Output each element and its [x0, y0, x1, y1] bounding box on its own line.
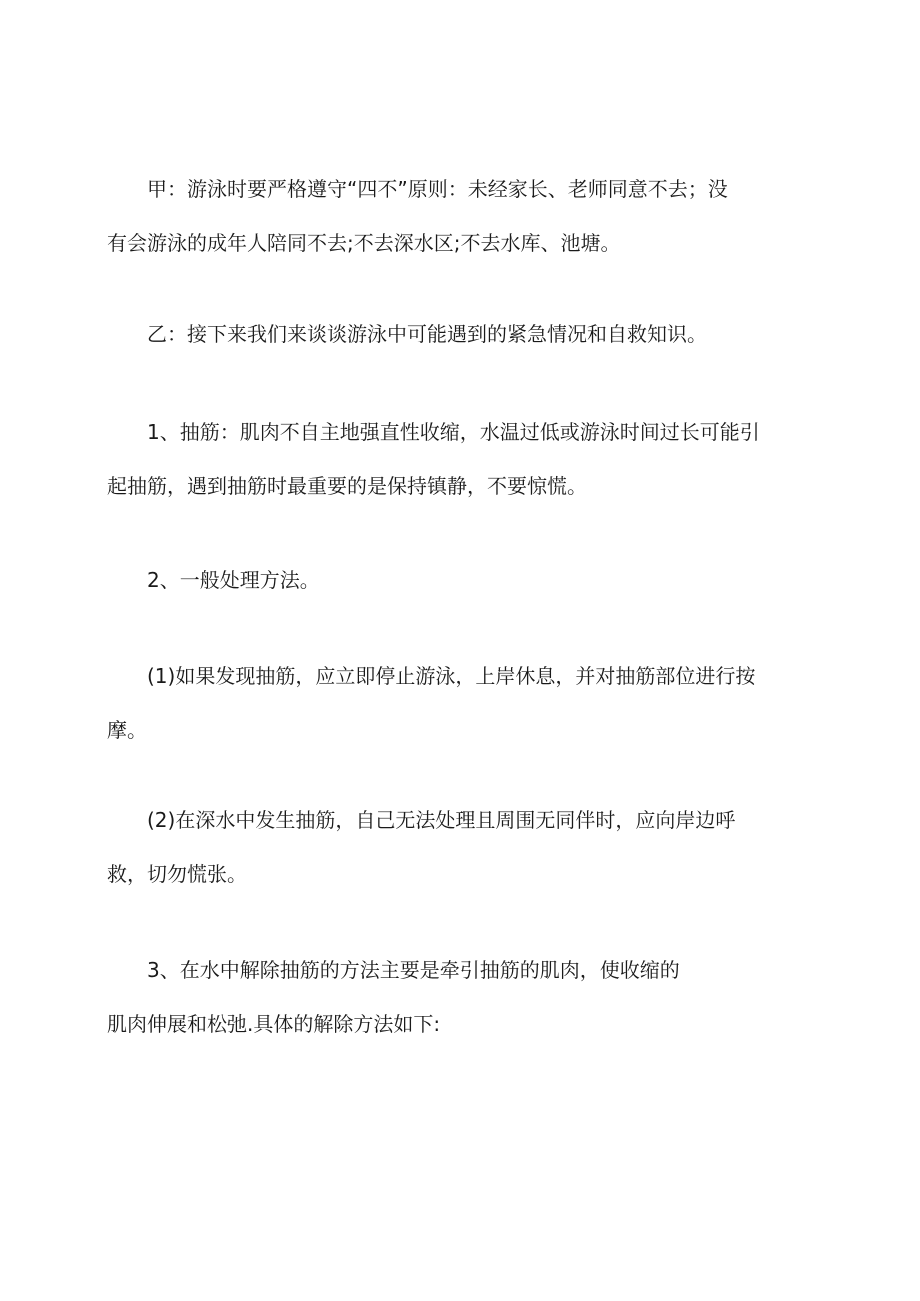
paragraph-line: 有会游泳的成年人陪同不去;不去深水区;不去水库、池塘。 [107, 231, 621, 255]
paragraph-line: 3、在水中解除抽筋的方法主要是牵引抽筋的肌肉，使收缩的 [147, 958, 680, 982]
paragraph-step-1 [107, 649, 813, 757]
paragraph-line: 救，切勿慌张。 [107, 862, 247, 886]
paragraph-general-handling [107, 553, 813, 607]
paragraph-line: (1)如果发现抽筋，应立即停止游泳，上岸休息，并对抽筋部位进行按 [147, 664, 756, 688]
paragraph-line: 乙：接下来我们来谈谈游泳中可能遇到的紧急情况和自救知识。 [147, 322, 707, 346]
paragraph-step-2 [107, 793, 813, 901]
paragraph-line: 肌肉伸展和松弛.具体的解除方法如下: [107, 1012, 441, 1036]
paragraph-line: 摩。 [107, 718, 147, 742]
paragraph-emergency-intro [107, 307, 813, 361]
paragraph-line: (2)在深水中发生抽筋，自己无法处理且周围无同伴时，应向岸边呼 [147, 808, 736, 832]
paragraph-rule-four-nots [107, 162, 813, 270]
paragraph-line: 起抽筋，遇到抽筋时最重要的是保持镇静，不要惊慌。 [107, 474, 587, 498]
paragraph-line: 2、一般处理方法。 [147, 568, 320, 592]
paragraph-release-method [107, 943, 813, 1051]
paragraph-line: 甲：游泳时要严格遵守“四不”原则：未经家长、老师同意不去；没 [147, 177, 728, 201]
paragraph-line: 1、抽筋：肌肉不自主地强直性收缩，水温过低或游泳时间过长可能引 [147, 420, 760, 444]
paragraph-cramp-definition [107, 405, 813, 513]
